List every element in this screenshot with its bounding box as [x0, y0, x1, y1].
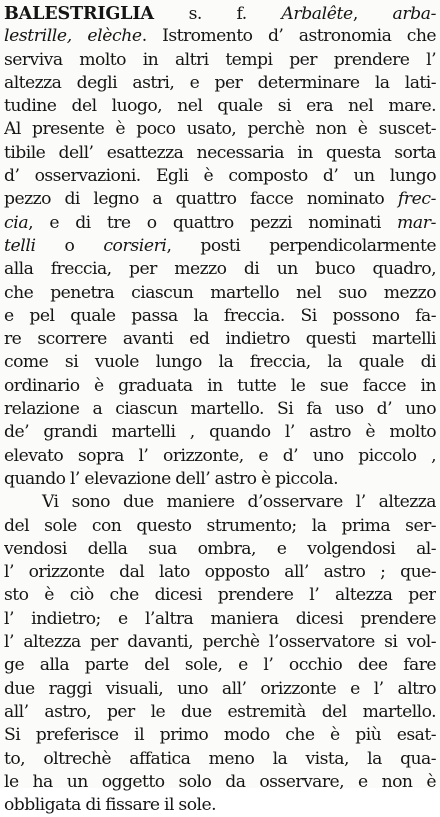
- text-line: all’ astro, per le due estremità del martello.: [4, 701, 436, 722]
- french-equivalent: lestrille: [4, 26, 67, 47]
- text-line: cia, e di tre o quattro pezzi nominati mar-: [4, 212, 436, 233]
- text-line: telli o corsieri, posti perpendicolarmente: [4, 235, 436, 256]
- text-line: che penetra ciascun martello nel suo mezzo: [4, 282, 436, 303]
- text-line: de’ grandi martelli , quando l’ astro è molto: [4, 422, 436, 443]
- text-column: [4, 2, 436, 817]
- italic-term: telli: [4, 235, 36, 256]
- text-line: alla freccia, per mezzo di un buco quadro,: [4, 259, 436, 280]
- text-line: BALESTRIGLIA s. f. Arbalête, arba-: [4, 3, 436, 24]
- text-line: pezzo di legno a quattro facce nominato frec-: [4, 189, 436, 210]
- text-line: to, oltrechè affatica meno la vista, la qua-: [4, 748, 436, 769]
- french-equivalent: elèche: [87, 26, 142, 47]
- text-line: del sole con questo strumento; la prima ser-: [4, 515, 436, 536]
- italic-term: frec-: [397, 189, 436, 210]
- text-line: ge alla parte del sole, e l’ occhio dee fare: [4, 655, 436, 676]
- text-line: le ha un oggetto solo da osservare, e non è: [4, 771, 436, 792]
- text-line: quando l’ elevazione dell’ astro è piccola.: [4, 468, 339, 489]
- italic-term: corsieri: [103, 235, 167, 256]
- text-line: relazione a ciascun martello. Si fa uso d’ uno: [4, 399, 436, 420]
- text-line: altezza degli astri, e per determinare la lati-: [4, 72, 436, 93]
- headword: BALESTRIGLIA: [4, 3, 154, 24]
- text-line: Al presente è poco usato, perchè non è suscet-: [4, 119, 436, 140]
- text-line: d’ osservazioni. Egli è composto d’ un lungo: [4, 166, 436, 187]
- french-equivalent: arba-: [392, 4, 436, 24]
- italic-term: cia: [4, 212, 29, 233]
- text-line: obbligata di fissare il sole.: [4, 795, 216, 816]
- text-line: Vi sono due maniere d’osservare l’ altezza: [42, 492, 436, 513]
- text-line: sto è ciò che dicesi prendere l’ altezza per: [4, 585, 436, 606]
- second-paragraph: [4, 491, 436, 817]
- text-line: l’ altezza per davanti, perchè l’osservatore si vol-: [4, 632, 436, 653]
- text-line: elevato sopra l’ orizzonte, e d’ uno piccolo ,: [4, 445, 436, 466]
- text-line: ordinario è graduata in tutte le sue facce in: [4, 375, 436, 396]
- text-line: tibile dell’ esattezza necessaria in questa sorta: [4, 142, 436, 163]
- text-line: due raggi visuali, uno all’ orizzonte e l’ altro: [4, 678, 436, 699]
- text-line: Si preferisce il primo modo che è più esat-: [4, 725, 436, 746]
- text-line: e pel quale passa la freccia. Si possono fa-: [4, 305, 436, 326]
- text-line: tudine del luogo, nel quale si era nel mare.: [4, 96, 436, 117]
- entry-paragraph: [4, 2, 436, 491]
- text-line: lestrille, elèche. Istromento d’ astronomia che: [4, 26, 436, 47]
- text-line: l’ indietro; e l’altra maniera dicesi prendere: [4, 608, 436, 629]
- grammar-label: s. f.: [188, 4, 247, 24]
- text-line: come si vuole lungo la freccia, la quale di: [4, 352, 436, 373]
- text-line: l’ orizzonte dal lato opposto all’ astro ; que-: [4, 562, 436, 583]
- italic-term: mar-: [397, 212, 436, 233]
- text-line: vendosi della sua ombra, e volgendosi al-: [4, 538, 436, 559]
- french-equivalent: Arbalête: [281, 4, 353, 24]
- text-line: re scorrere avanti ed indietro questi martelli: [4, 329, 436, 350]
- text-line: serviva molto in altri tempi per prendere l’: [4, 49, 436, 70]
